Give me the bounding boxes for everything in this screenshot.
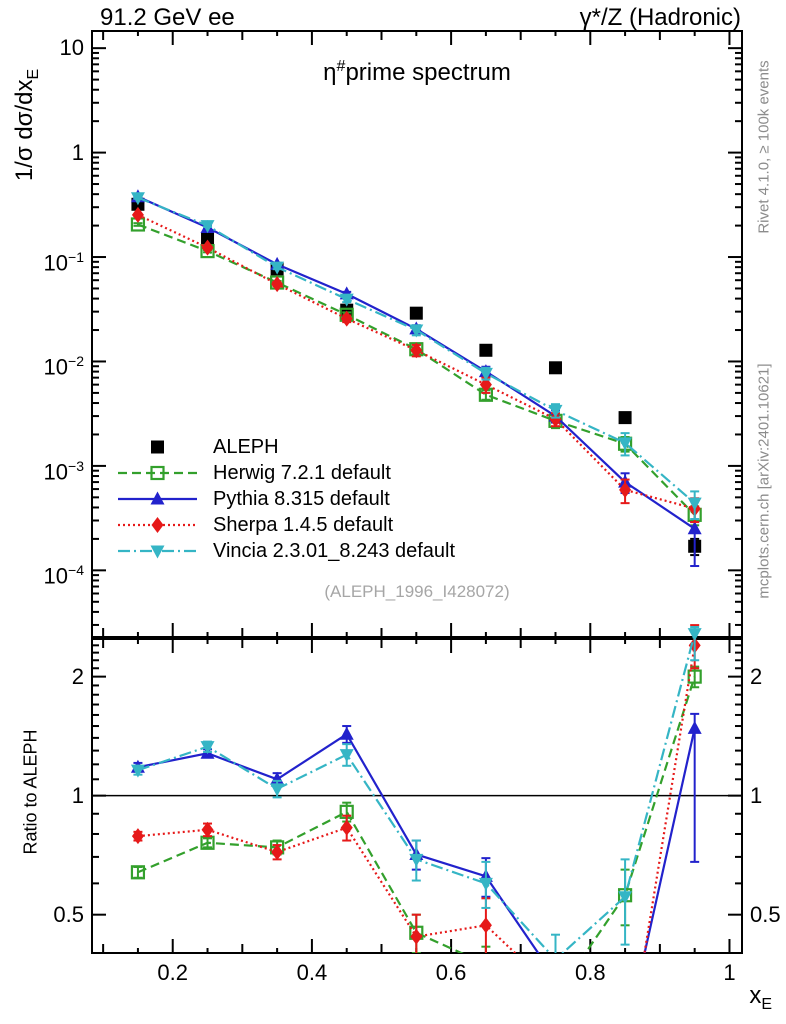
y-tick-label-ratio-left: 1 [71, 782, 84, 808]
rivet-version-note: Rivet 4.1.0, ≥ 100k events [755, 60, 773, 234]
y-tick-label-main: $10^{-1}$ [43, 249, 84, 276]
x-tick-label: 0.2 [157, 960, 189, 985]
x-axis-label [700, 982, 772, 1014]
legend-samples [118, 441, 197, 559]
beam-energy-label: 91.2 GeV ee [100, 4, 235, 31]
plot-title [267, 58, 567, 87]
y-axis-label-text: 1/σ dσ/dx [11, 79, 39, 182]
x-tick-label: 0.6 [435, 960, 467, 985]
process-label: γ*/Z (Hadronic) [579, 4, 741, 31]
legend-label-herwig: Herwig 7.2.1 default [213, 462, 391, 484]
y-tick-label-main: $10^{-3}$ [43, 457, 84, 485]
y-tick-label-ratio-right: 2 [750, 663, 763, 689]
y-tick-label-main: 10 [59, 35, 84, 61]
analysis-id-watermark: (ALEPH_1996_I428072) [324, 582, 510, 601]
y-tick-label-ratio-right: 1 [750, 782, 763, 808]
legend-label-pythia: Pythia 8.315 default [213, 488, 390, 510]
x-tick-label: 0.8 [574, 960, 606, 985]
x-tick-label: 1 [723, 960, 736, 985]
legend-label-aleph: ALEPH [213, 436, 279, 458]
y-tick-label-main: 1 [71, 139, 84, 165]
legend-label-vincia: Vincia 2.3.01_8.243 default [213, 540, 456, 562]
x-axis-label-sub: E [761, 995, 772, 1013]
y-tick-label-ratio-left: 0.5 [53, 901, 84, 927]
plot-title-pre: η [323, 59, 337, 86]
y-tick-label-main: $10^{-2}$ [43, 353, 84, 380]
y-axis-label-ratio: Ratio to ALEPH [20, 729, 41, 855]
y-tick-label-main: $10^{-4}$ [43, 562, 84, 589]
x-axis-label-text: x [749, 982, 762, 1009]
legend-label-sherpa: Sherpa 1.4.5 default [213, 514, 394, 536]
mcplots-arxiv-note: mcplots.cern.ch [arXiv:2401.10621] [755, 363, 773, 599]
plot-title-sup: # [336, 58, 346, 75]
x-tick-label: 0.4 [296, 960, 328, 985]
y-axis-label-sub: E [24, 68, 42, 80]
y-tick-label-ratio-left: 2 [71, 663, 84, 689]
y-tick-label-ratio-right: 0.5 [750, 901, 781, 927]
plot-title-post: prime spectrum [345, 59, 511, 86]
axis-ticks [92, 31, 742, 953]
